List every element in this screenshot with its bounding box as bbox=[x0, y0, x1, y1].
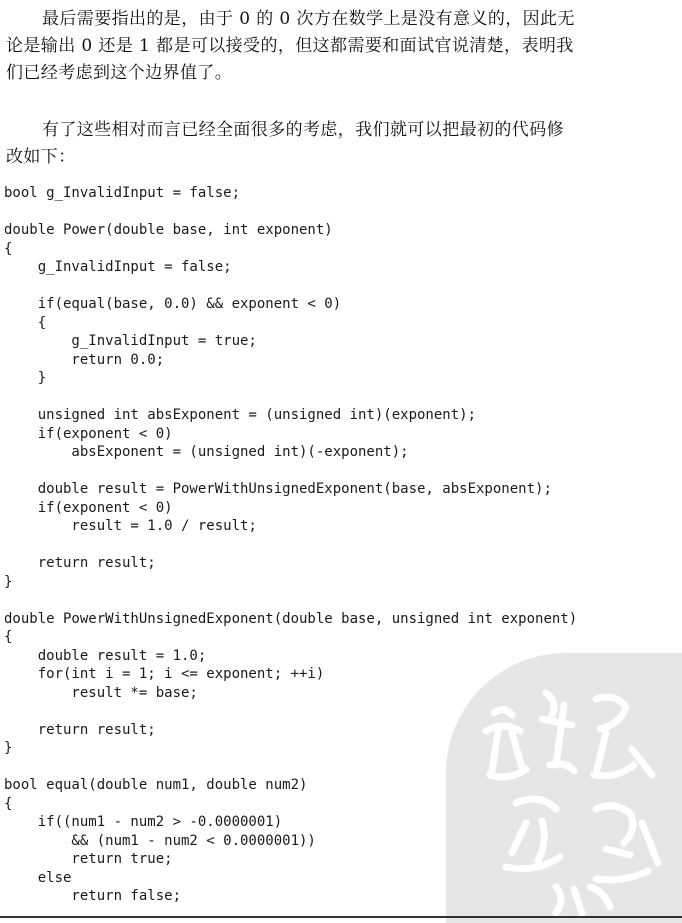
code-line: double result = 1.0; bbox=[4, 647, 207, 664]
code-line: result = 1.0 / result; bbox=[4, 518, 257, 534]
paragraph-edge-case-note bbox=[6, 6, 672, 87]
code-line bbox=[4, 536, 680, 555]
code-line: g_InvalidInput = true; bbox=[4, 333, 257, 349]
code-line: } bbox=[4, 370, 47, 386]
code-line: double Power(double base, int exponent) bbox=[4, 222, 333, 238]
code-line: return result; bbox=[4, 721, 156, 738]
code-line: return 0.0; bbox=[4, 351, 165, 368]
code-line: double PowerWithUnsignedExponent(double base, unsigned int exponent) bbox=[4, 610, 578, 627]
code-line: { bbox=[4, 240, 13, 257]
code-line: return true; bbox=[4, 851, 173, 867]
code-line: unsigned int absExponent = (unsigned int)(exponent); bbox=[4, 407, 477, 423]
code-line: result *= base; bbox=[4, 684, 198, 701]
text-line: 有了这些相对而言已经全面很多的考虑，我们就可以把最初的代码修 bbox=[42, 120, 564, 140]
seal-glyphs-icon bbox=[446, 653, 682, 923]
code-line: else bbox=[4, 869, 72, 886]
code-line: for(int i = 1; i <= exponent; ++i) bbox=[4, 666, 325, 682]
code-line: } bbox=[4, 740, 13, 756]
code-line: double result = PowerWithUnsignedExponent(base, absExponent); bbox=[4, 481, 552, 497]
code-line bbox=[4, 388, 680, 407]
code-line: if(exponent < 0) bbox=[4, 499, 173, 516]
code-line: && (num1 - num2 < 0.0000001)) bbox=[4, 832, 316, 849]
text-line: 改如下： bbox=[6, 147, 76, 167]
code-line bbox=[4, 462, 680, 481]
code-line: bool g_InvalidInput = false; bbox=[4, 185, 241, 201]
paragraph-code-intro bbox=[6, 117, 672, 171]
code-line: { bbox=[4, 314, 47, 331]
code-line: return false; bbox=[4, 888, 182, 904]
code-line: if((num1 - num2 > -0.0000001) bbox=[4, 814, 283, 830]
text-line: 们已经考虑到这个边界值了。 bbox=[6, 63, 233, 83]
code-line bbox=[4, 591, 680, 610]
text-line: 最后需要指出的是，由于 0 的 0 次方在数学上是没有意义的，因此无 bbox=[42, 9, 575, 29]
code-line: } bbox=[4, 573, 13, 590]
code-line: absExponent = (unsigned int)(-exponent); bbox=[4, 444, 409, 460]
text-line: 论是输出 0 还是 1 都是可以接受的，但这都需要和面试官说清楚，表明我 bbox=[6, 36, 574, 56]
code-line bbox=[4, 277, 680, 296]
code-line: if(equal(base, 0.0) && exponent < 0) bbox=[4, 296, 342, 312]
page-bottom-rule bbox=[0, 916, 682, 918]
code-line: if(exponent < 0) bbox=[4, 425, 173, 442]
code-line: { bbox=[4, 629, 13, 645]
seal-stamp-watermark-icon bbox=[446, 653, 682, 923]
code-line bbox=[4, 203, 680, 222]
code-line: return result; bbox=[4, 555, 156, 571]
code-line: bool equal(double num1, double num2) bbox=[4, 777, 308, 793]
code-line: { bbox=[4, 795, 13, 812]
code-line: g_InvalidInput = false; bbox=[4, 259, 232, 275]
